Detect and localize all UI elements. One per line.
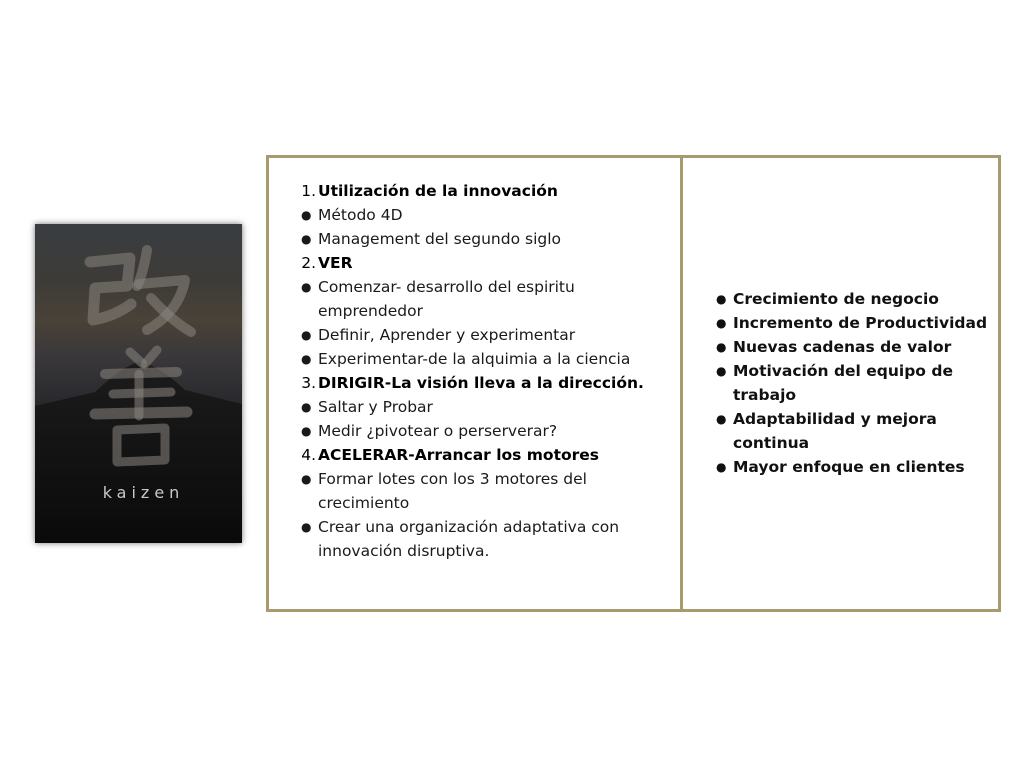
list-item (297, 347, 677, 371)
item-text: Mayor enfoque en clientes (733, 458, 965, 476)
bullet-icon: ● (301, 520, 312, 534)
item-text: Adaptabilidad y mejora continua (733, 410, 937, 452)
item-text: Incremento de Productividad (733, 314, 988, 332)
list-item (297, 323, 677, 347)
list-item (297, 395, 677, 419)
benefit-item (712, 359, 992, 407)
item-text: Nuevas cadenas de valor (733, 338, 952, 356)
bullet-icon: ● (301, 328, 312, 342)
bullet-icon: ● (716, 316, 727, 330)
bullet-icon: ● (716, 412, 727, 426)
kaizen-caption: kaizen (102, 483, 185, 502)
item-text: Saltar y Probar (318, 398, 433, 416)
bullet-icon: ● (301, 424, 312, 438)
bullet-icon: ● (301, 400, 312, 414)
list-item (297, 419, 677, 443)
list-number: 4. (301, 446, 316, 464)
item-text: Definir, Aprender y experimentar (318, 326, 576, 344)
section-heading (297, 179, 677, 203)
list-number: 1. (301, 182, 316, 200)
list-item (297, 203, 677, 227)
item-text: Utilización de la innovación (318, 182, 558, 200)
item-text: Método 4D (318, 206, 403, 224)
benefit-item (712, 455, 992, 479)
item-text: VER (318, 254, 353, 272)
bullet-icon: ● (716, 340, 727, 354)
right-column (712, 287, 992, 479)
bullet-icon: ● (301, 472, 312, 486)
bullet-icon: ● (301, 208, 312, 222)
section-heading (297, 251, 677, 275)
left-column (297, 179, 677, 563)
item-text: DIRIGIR-La visión lleva a la dirección. (318, 374, 644, 392)
list-item (297, 227, 677, 251)
item-text: Motivación del equipo de trabajo (733, 362, 953, 404)
list-item (297, 467, 677, 515)
bullet-icon: ● (716, 364, 727, 378)
bullet-icon: ● (301, 280, 312, 294)
list-item (297, 515, 677, 563)
kaizen-image (35, 224, 242, 543)
benefit-item (712, 287, 992, 311)
item-text: Medir ¿pivotear o perserverar? (318, 422, 558, 440)
list-item (297, 275, 677, 323)
benefit-item (712, 407, 992, 455)
item-text: Crear una organización adaptativa con innovación disruptiva. (318, 518, 620, 560)
column-divider (680, 155, 683, 612)
benefit-item (712, 335, 992, 359)
bullet-icon: ● (716, 460, 727, 474)
item-text: Comenzar- desarrollo del espiritu emprendedor (318, 278, 575, 320)
bullet-icon: ● (716, 292, 727, 306)
list-number: 2. (301, 254, 316, 272)
list-number: 3. (301, 374, 316, 392)
bullet-icon: ● (301, 232, 312, 246)
section-heading (297, 443, 677, 467)
item-text: Crecimiento de negocio (733, 290, 939, 308)
item-text: Formar lotes con los 3 motores del crecimiento (318, 470, 587, 512)
item-text: Management del segundo siglo (318, 230, 561, 248)
benefit-item (712, 311, 992, 335)
bullet-icon: ● (301, 352, 312, 366)
section-heading (297, 371, 677, 395)
item-text: ACELERAR-Arrancar los motores (318, 446, 600, 464)
item-text: Experimentar-de la alquimia a la ciencia (318, 350, 631, 368)
